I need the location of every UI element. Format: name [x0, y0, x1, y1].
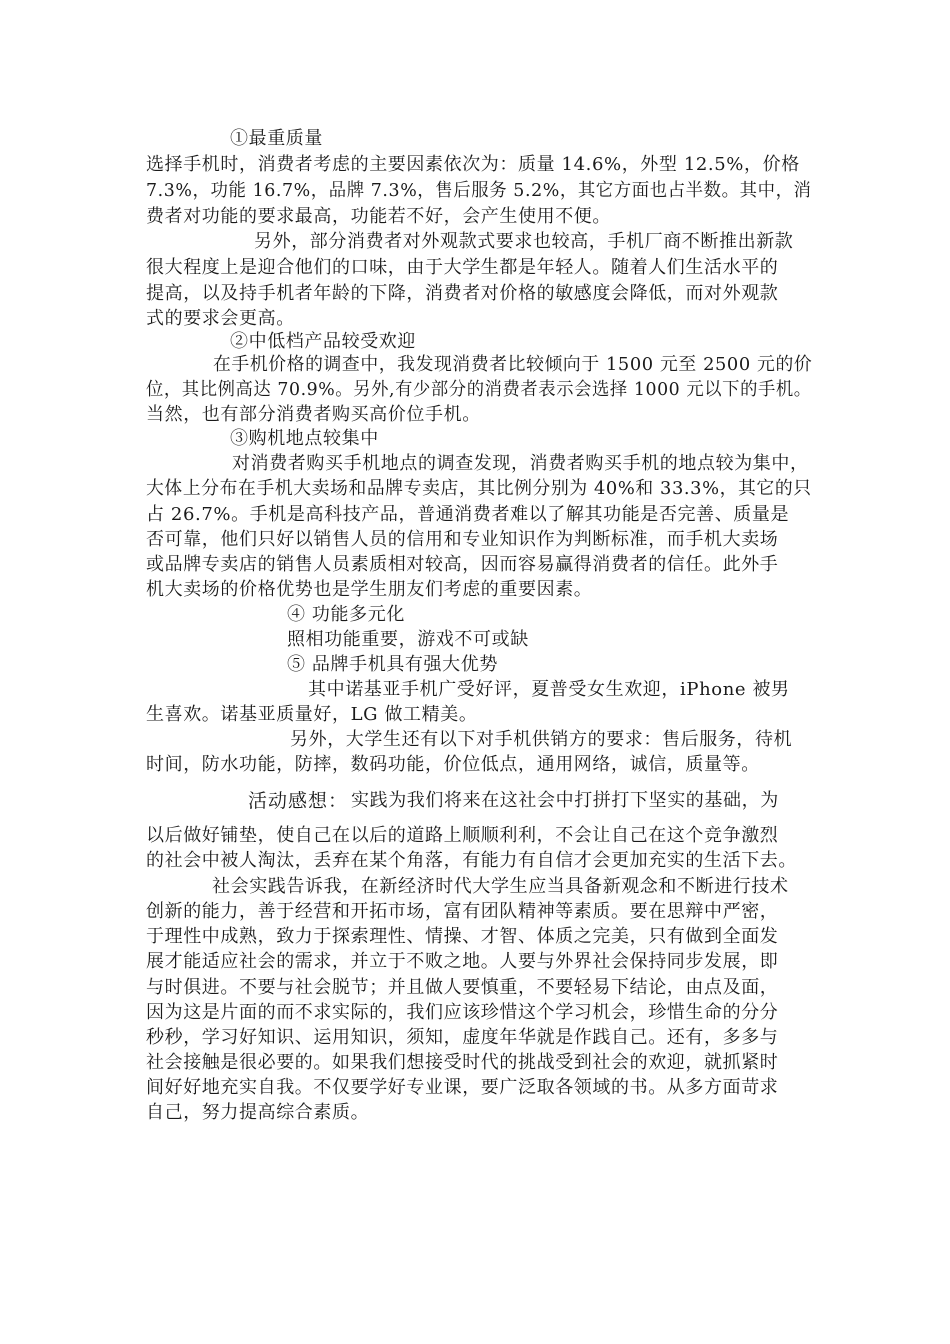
paragraph-line: 社会接触是很必要的。如果我们想接受时代的挑战受到社会的欢迎，就抓紧时 [146, 1052, 779, 1073]
paragraph-line: 当然，也有部分消费者购买高价位手机。 [146, 404, 481, 425]
paragraph-line: 因为这是片面的而不求实际的，我们应该珍惜这个学习机会，珍惜生命的分分 [146, 1002, 779, 1023]
reflection-title: 活动感想： [248, 790, 349, 812]
paragraph-line: 社会实践告诉我，在新经济时代大学生应当具备新观念和不断进行技术 [212, 876, 789, 897]
paragraph-line: 间好好地充实自我。不仅要学好专业课，要广泛取各领域的书。从多方面苛求 [146, 1077, 779, 1098]
paragraph-line: 另外，部分消费者对外观款式要求也较高，手机厂商不断推出新款 [254, 231, 794, 252]
paragraph-line: 生喜欢。诺基亚质量好，LG 做工精美。 [146, 704, 478, 725]
paragraph-line: 照相功能重要，游戏不可或缺 [287, 629, 529, 650]
paragraph-line: 位，其比例高达 70.9%。另外,有少部分的消费者表示会选择 1000 元以下的手机。 [146, 379, 812, 400]
paragraph-line: 费者对功能的要求最高，功能若不好，会产生使用不便。 [146, 206, 611, 227]
paragraph-line: 7.3%，功能 16.7%，品牌 7.3%，售后服务 5.2%，其它方面也占半数。其中，消 [146, 180, 812, 201]
paragraph-line: 提高，以及持手机者年龄的下降，消费者对价格的敏感度会降低，而对外观款 [146, 283, 779, 304]
paragraph-line: 很大程度上是迎合他们的口味，由于大学生都是年轻人。随着人们生活水平的 [146, 257, 779, 278]
paragraph-line: 时间，防水功能，防摔，数码功能，价位低点，通用网络，诚信，质量等。 [146, 754, 760, 775]
section-heading-mid-price: ②中低档产品较受欢迎 [230, 331, 416, 352]
paragraph-line: 式的要求会更高。 [146, 308, 295, 329]
paragraph-line: 占 26.7%。手机是高科技产品，普通消费者难以了解其功能是否完善、质量是 [146, 504, 790, 525]
section-heading-purchase-place: ③购机地点较集中 [230, 428, 379, 449]
section-heading-functions: ④ 功能多元化 [287, 604, 405, 625]
paragraph-line: 的社会中被人淘汰，丢弃在某个角落，有能力有自信才会更加充实的生活下去。 [146, 850, 797, 871]
paragraph-line: 秒秒，学习好知识、运用知识，须知，虚度年华就是作践自己。还有，多多与 [146, 1027, 779, 1048]
paragraph-line: 以后做好铺垫，使自己在以后的道路上顺顺利利，不会让自己在这个竞争激烈 [146, 825, 779, 846]
paragraph-line: 展才能适应社会的需求，并立于不败之地。人要与外界社会保持同步发展，即 [146, 951, 779, 972]
paragraph-line: 否可靠，他们只好以销售人员的信用和专业知识作为判断标准，而手机大卖场 [146, 529, 779, 550]
section-heading-quality: ①最重质量 [230, 128, 323, 149]
paragraph-line: 选择手机时，消费者考虑的主要因素依次为：质量 14.6%，外型 12.5%，价格 [146, 154, 800, 175]
paragraph-line: 其中诺基亚手机广受好评，夏普受女生欢迎，iPhone 被男 [308, 679, 790, 700]
paragraph-line: 机大卖场的价格优势也是学生朋友们考虑的重要因素。 [146, 579, 593, 600]
paragraph-line: 对消费者购买手机地点的调查发现，消费者购买手机的地点较为集中， [232, 453, 809, 474]
paragraph-line: 于理性中成熟，致力于探索理性、情操、才智、体质之完美，只有做到全面发 [146, 926, 779, 947]
paragraph-line: 另外，大学生还有以下对手机供销方的要求：售后服务，待机 [290, 729, 793, 750]
paragraph-line: 创新的能力，善于经营和开拓市场，富有团队精神等素质。要在思辩中严密， [146, 901, 779, 922]
paragraph-line: 实践为我们将来在这社会中打拼打下坚实的基础，为 [351, 790, 779, 811]
paragraph-line: 大体上分布在手机大卖场和品牌专卖店，其比例分别为 40%和 33.3%，其它的只 [146, 478, 812, 499]
section-heading-brands: ⑤ 品牌手机具有强大优势 [287, 654, 498, 675]
paragraph-line: 或品牌专卖店的销售人员素质相对较高，因而容易赢得消费者的信任。此外手 [146, 554, 779, 575]
paragraph-line: 在手机价格的调查中，我发现消费者比较倾向于 1500 元至 2500 元的价 [213, 354, 813, 375]
paragraph-line: 与时俱进。不要与社会脱节；并且做人要慎重，不要轻易下结论，由点及面， [146, 977, 779, 998]
paragraph-line: 自己，努力提高综合素质。 [146, 1102, 370, 1123]
